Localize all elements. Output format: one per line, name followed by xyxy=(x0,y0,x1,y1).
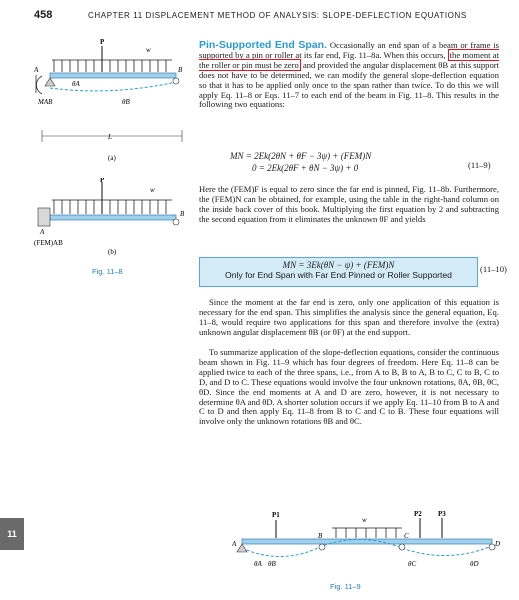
page-number: 458 xyxy=(34,9,53,21)
label-P3: P3 xyxy=(438,510,446,518)
label-C9: C xyxy=(404,532,409,540)
label-D9: D xyxy=(495,540,501,548)
eq2-line2: Only for End Span with Far End Pinned or Roller Supported xyxy=(225,270,452,280)
eq2-number: (11–10) xyxy=(480,264,507,274)
moment-arc xyxy=(36,76,42,94)
label-a: (a) xyxy=(108,154,116,162)
label-B: B xyxy=(178,66,183,74)
label-P: P xyxy=(100,38,105,46)
support-a xyxy=(45,78,55,86)
eq2-line1: MN = 3Ek(θN − ψ) + (FEM)N xyxy=(282,260,395,270)
roller-b xyxy=(173,78,179,84)
para4: To summarize application of the slope-deflection equations, consider the continuous beam shown in Fig. 11–9 which has four degrees of freedom. Here Eq. 11–8 can be applied twice to each of the three spans, i.e., from A to B, B to A, B to C, C to B, C to D, and D to C. These equations would involve the four unknown rotations, θA, θB, θC, θD. Since the end moments at A and D are zero, however, it is not necessary to determine θA and θD. A shorter solution occurs if we apply Eq. 11–10 from B to A and C to D and then apply Eq. 11–8 from B to C and C to B. These four equations will involve only the unknown rotations θB and θC. xyxy=(199,347,499,427)
label-A: A xyxy=(34,66,39,74)
continuous-beam xyxy=(242,539,492,544)
label-P1: P1 xyxy=(272,511,280,519)
label-w9: w xyxy=(362,516,367,524)
label-A9: A xyxy=(232,540,237,548)
roller-b2 xyxy=(173,219,179,225)
label-thetaB: θB xyxy=(122,98,130,106)
beam xyxy=(50,73,176,78)
label-MAB: MAB xyxy=(38,98,53,106)
equation-11-9 xyxy=(230,151,480,173)
eq1-line1: MN = 2Ek(2θN + θF − 3ψ) + (FEM)N xyxy=(230,151,372,161)
fig-11-8-caption: Fig. 11–8 xyxy=(92,267,123,276)
para2: Here the (FEM)F is equal to zero since the far end is pinned, Fig. 11–8b. Furthermore, the (FEM)N can be obtained, for example, using the table in the right-hand column on the inside back cover of this book. Multiplying the first equation by 2 and subtracting the second equation from it eliminates the unknown θF and yields xyxy=(199,184,499,224)
fixed-support xyxy=(38,208,50,226)
label-thetaA: θA xyxy=(72,80,80,88)
distributed-load-arrows xyxy=(54,60,166,72)
para1-before: Occasionally an end span of a beam or frame is supported by a pin or roller at its far end, Fig. 11–8a. When this occurs, xyxy=(199,40,499,60)
equation-11-10-box xyxy=(199,257,478,287)
label-thB: θB xyxy=(268,560,276,568)
page-header xyxy=(0,9,519,29)
figure-11-8a xyxy=(32,38,197,163)
deflected-shape xyxy=(50,82,176,91)
para1-after: and provided the angular displacement θB at this support does not have to be determined, we can modify the general slope-deflection equation so that it has to be applied only once to the span rather than twice. To do this we will apply Eq. 11–8 or Eqs. 11–7 to each end of the beam in Fig. 11–8. This results in the following two equations: xyxy=(199,59,499,110)
running-title: CHAPTER 11 DISPLACEMENT METHOD OF ANALYSIS: SLOPE-DEFLECTION EQUATIONS xyxy=(88,11,467,20)
para3: Since the moment at the far end is zero, only one application of this equation is necessary for the end span. This simplifies the analysis since the general equation, Eq. 11–8, would require two applications for this span and therefore involve the (extra) unknown angular displacement θB (or θF) at the end support. xyxy=(199,297,499,337)
label-L: L xyxy=(108,133,112,141)
label-w-b: w xyxy=(150,186,155,194)
label-thD: θD xyxy=(470,560,479,568)
label-B9: B xyxy=(318,532,323,540)
label-w: w xyxy=(146,46,151,54)
section-title: Pin-Supported End Span. xyxy=(199,39,327,51)
eq1-line2: 0 = 2Ek(2θF + θN − 3ψ) + 0 xyxy=(252,163,359,173)
pin-supported-paragraph xyxy=(199,41,499,110)
label-A-b: A xyxy=(40,228,45,236)
fig-11-9-caption: Fig. 11–9 xyxy=(330,582,361,591)
label-FEM: (FEM)AB xyxy=(34,239,63,247)
beam-b xyxy=(50,215,176,220)
eq1-number: (11–9) xyxy=(468,160,491,170)
label-B-b: B xyxy=(180,210,185,218)
figure-11-9 xyxy=(232,508,507,578)
label-b: (b) xyxy=(108,248,117,256)
label-thC: θC xyxy=(408,560,417,568)
label-P2: P2 xyxy=(414,510,422,518)
label-P-b: P xyxy=(100,178,105,184)
chapter-tab: 11 xyxy=(0,518,24,550)
label-thA: θA xyxy=(254,560,262,568)
highlighted-phrase: the moment at the roller or pin must be zero xyxy=(199,49,499,70)
